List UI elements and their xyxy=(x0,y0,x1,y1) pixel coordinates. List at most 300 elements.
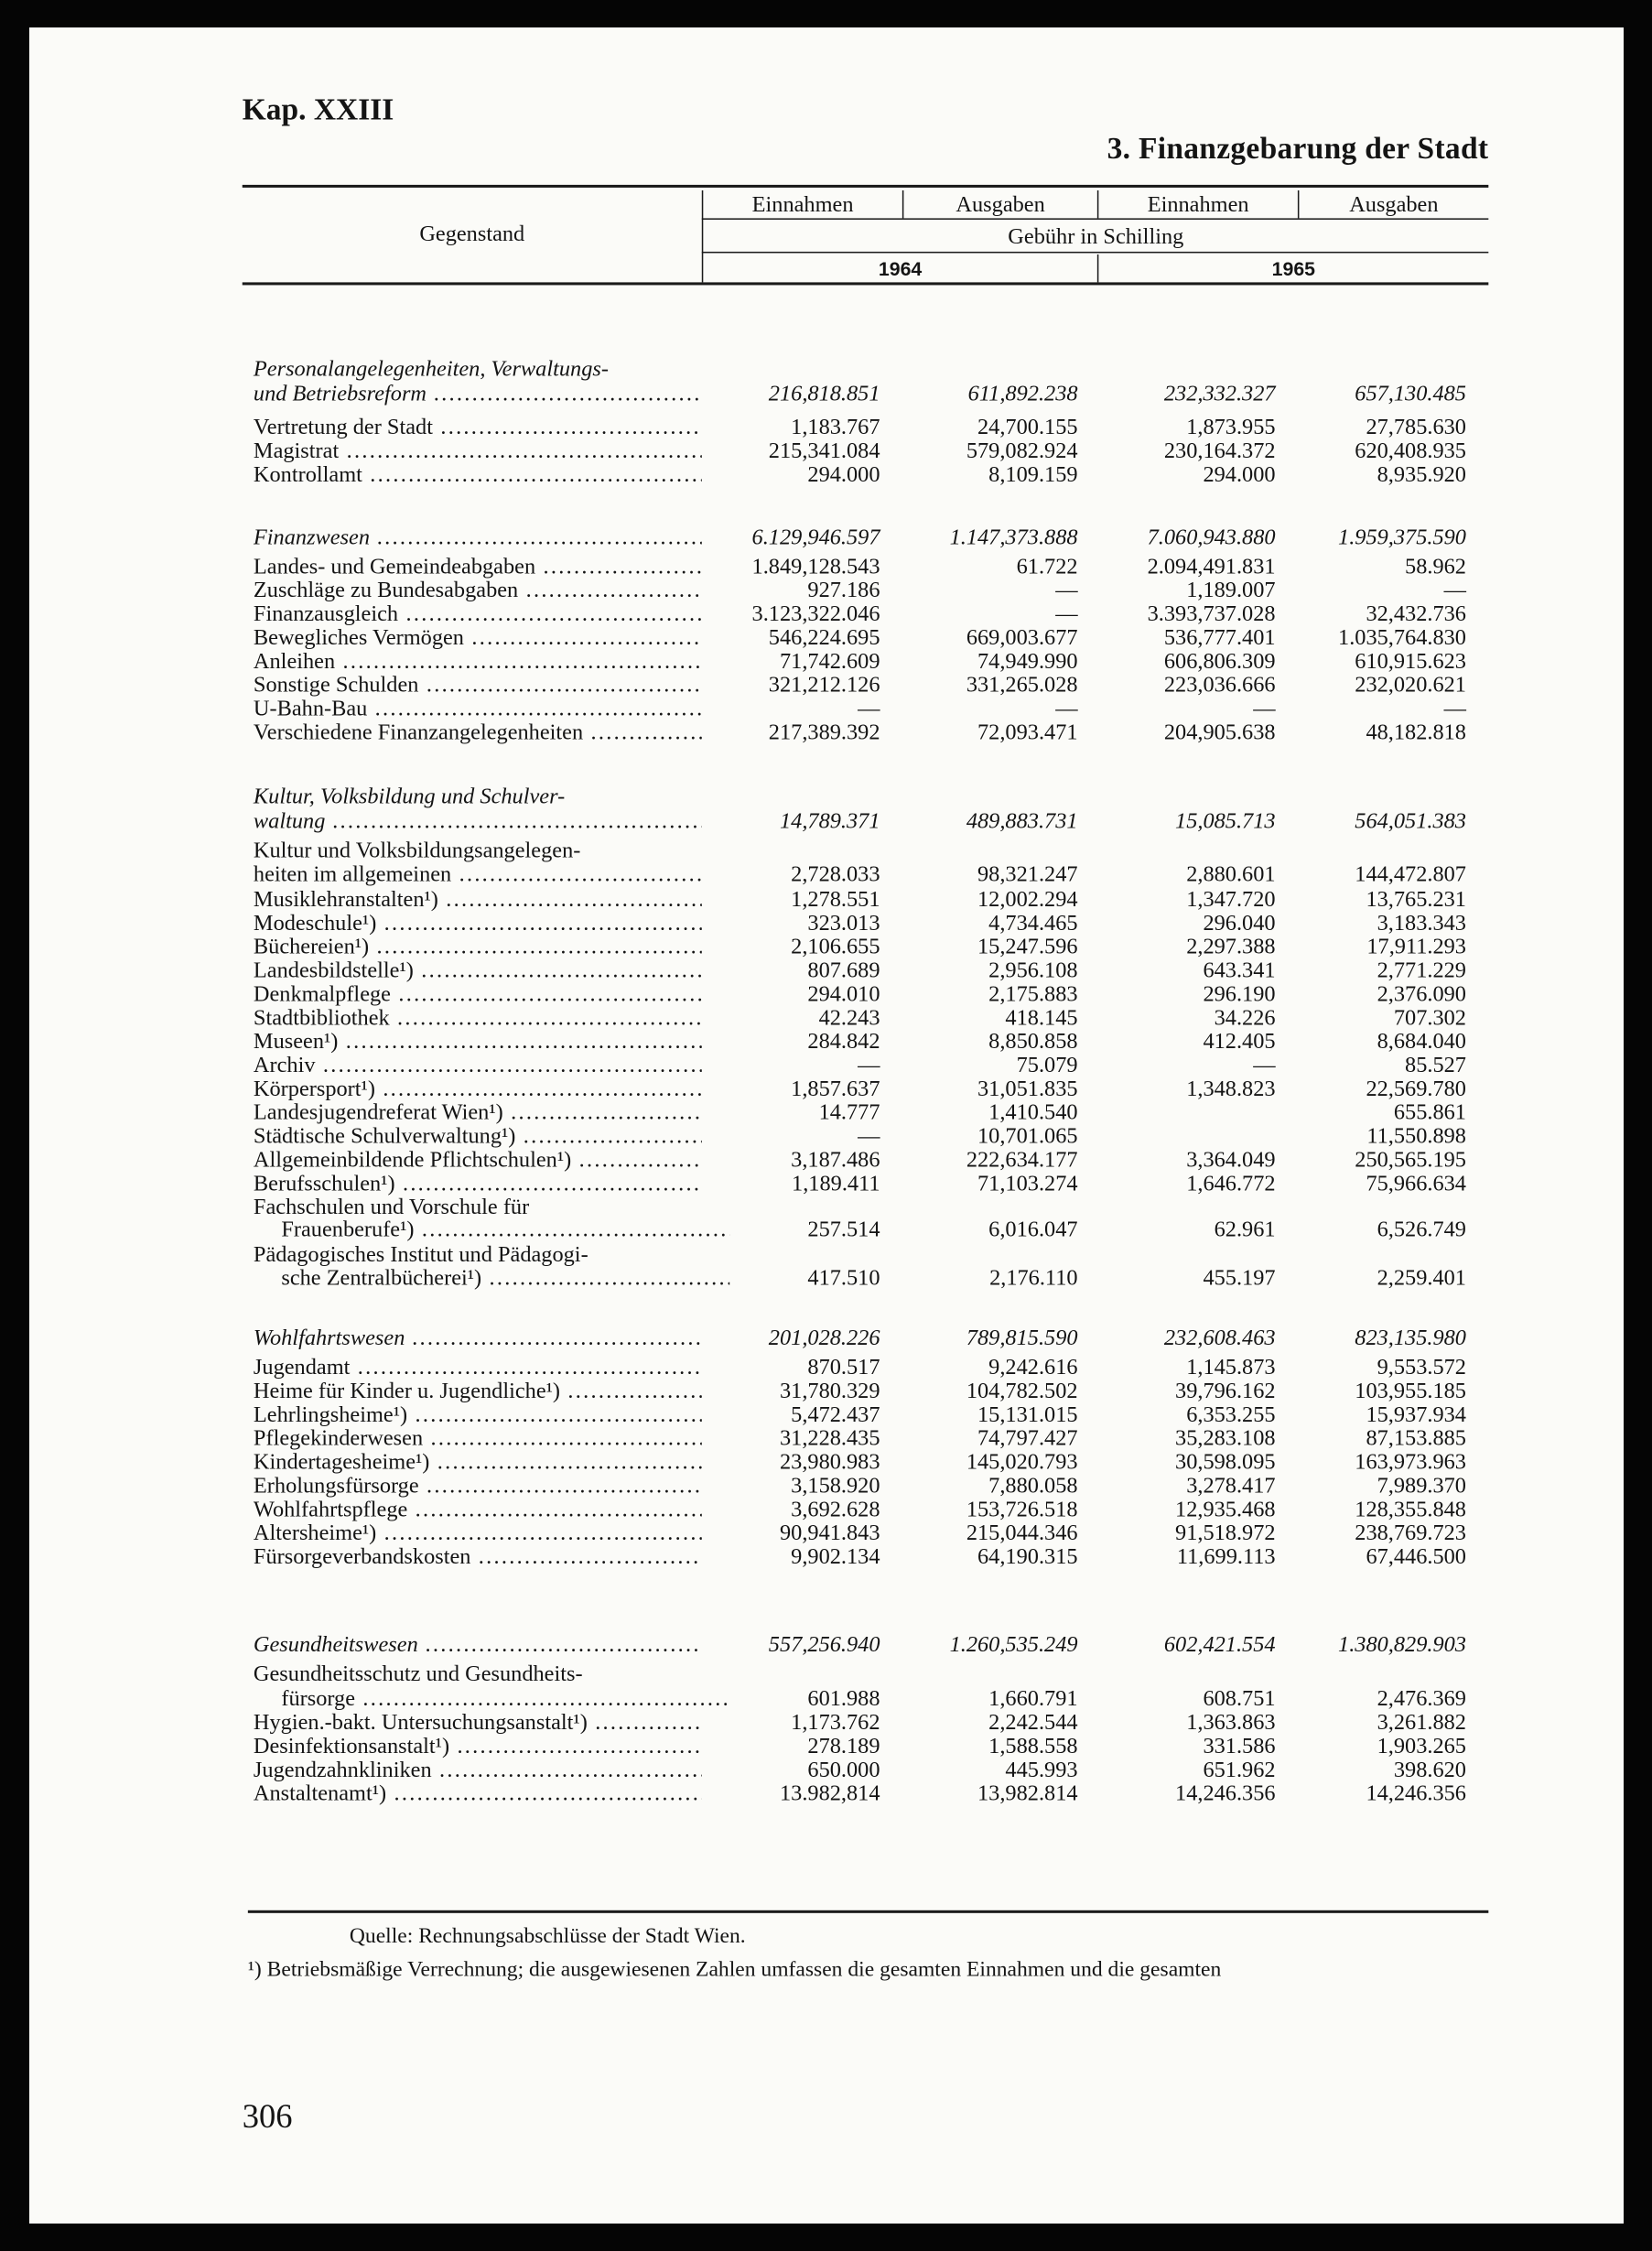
row-label: und Betriebsreform ..... xyxy=(254,383,702,406)
row-label-continued: Gesundheitsschutz und Gesundheits- xyxy=(253,1662,583,1686)
income-1964-cell: 294.000 xyxy=(807,463,880,488)
expense-1964-cell: 12,002.294 xyxy=(977,888,1078,913)
expense-1965-cell: 8,684.040 xyxy=(1377,1030,1466,1055)
row-label-continued: Kultur und Volksbildungsangelegen- xyxy=(253,839,581,863)
row-label: Anleihen ..... xyxy=(254,650,702,674)
expense-1964-cell: 10,701.065 xyxy=(977,1124,1078,1149)
table-row xyxy=(254,1735,1472,1759)
table-row xyxy=(254,439,1472,463)
income-1964-cell: 601.988 xyxy=(807,1687,880,1712)
income-1964-cell: 321,212.126 xyxy=(768,673,880,698)
row-label: sche Zentralbücherei¹) ..... xyxy=(254,1267,729,1291)
expense-1964-cell: 75.079 xyxy=(1016,1054,1078,1078)
expense-1964-cell: 72,093.471 xyxy=(977,720,1078,745)
header-year-1964: 1964 xyxy=(878,257,923,280)
row-label: Magistrat ..... xyxy=(254,439,702,463)
expense-1964-cell: 6,016.047 xyxy=(988,1217,1078,1242)
income-1965-cell: 455.197 xyxy=(1203,1266,1276,1291)
row-label: Erholungsfürsorge ..... xyxy=(254,1475,702,1499)
income-1965-cell: 39,796.162 xyxy=(1175,1380,1276,1404)
scanned-page xyxy=(29,27,1624,2224)
expense-1965-cell: 67,446.500 xyxy=(1366,1545,1466,1570)
expense-1965-cell: 2,376.090 xyxy=(1377,982,1466,1007)
income-1965-cell: 1,347.720 xyxy=(1186,888,1276,913)
income-1965-cell: 1,348.823 xyxy=(1186,1077,1276,1101)
table-row xyxy=(254,959,1472,983)
income-1965-cell: 1,189.007 xyxy=(1186,579,1276,603)
income-1965-cell: 602,421.554 xyxy=(1163,1633,1276,1657)
table-row xyxy=(254,556,1472,579)
expense-1964-cell: 2,176.110 xyxy=(989,1266,1078,1291)
row-label: Körpersport¹) ..... xyxy=(254,1077,702,1101)
income-1965-cell: 232,332.327 xyxy=(1163,382,1276,406)
expense-1965-cell: 15,937.934 xyxy=(1366,1403,1466,1427)
row-label: Finanzwesen ..... xyxy=(254,526,702,550)
row-label: Pflegekinderwesen ..... xyxy=(254,1427,702,1451)
income-1964-cell: 3,158.920 xyxy=(791,1474,880,1499)
table-row xyxy=(254,463,1472,487)
row-label: Finanzausgleich ..... xyxy=(254,602,702,626)
row-label: Anstaltenamt¹) ..... xyxy=(254,1782,702,1806)
row-label: Zuschläge zu Bundesabgaben ..... xyxy=(254,579,702,602)
row-label: Heime für Kinder u. Jugendliche¹) ..... xyxy=(254,1380,702,1403)
row-label: Jugendzahnkliniken ..... xyxy=(254,1759,702,1782)
row-label: Kindertagesheime¹) ..... xyxy=(254,1451,702,1475)
income-1964-cell: 23,980.983 xyxy=(779,1450,880,1475)
row-label: Altersheime¹) ..... xyxy=(254,1521,702,1545)
income-1965-cell: 2,880.601 xyxy=(1186,862,1276,887)
table-row xyxy=(254,1545,1472,1569)
income-1965-cell: 608.751 xyxy=(1203,1687,1276,1712)
income-1964-cell: 71,742.609 xyxy=(779,650,880,674)
table-row xyxy=(254,1380,1472,1403)
income-1965-cell: 11,699.113 xyxy=(1176,1545,1276,1570)
income-1964-cell: 1,189.411 xyxy=(792,1172,880,1196)
expense-1965-cell: 128,355.848 xyxy=(1355,1498,1466,1522)
income-1965-cell: 2.094,491.831 xyxy=(1147,555,1276,579)
income-1965-cell: 35,283.108 xyxy=(1175,1426,1276,1451)
income-1964-cell: 6.129,946.597 xyxy=(751,525,880,550)
expense-1964-cell: 71,103.274 xyxy=(977,1172,1078,1196)
income-1965-cell: 296.040 xyxy=(1203,912,1276,936)
expense-1965-cell: 163,973.963 xyxy=(1355,1450,1466,1475)
expense-1964-cell: 1.260,535.249 xyxy=(949,1633,1078,1657)
section-total-row xyxy=(254,526,1472,550)
income-1965-cell: 6,353.255 xyxy=(1186,1403,1276,1427)
expense-1965-cell: 13,765.231 xyxy=(1366,888,1466,913)
expense-1965-cell: 11,550.898 xyxy=(1366,1124,1466,1149)
row-label: Sonstige Schulden ..... xyxy=(254,674,702,698)
income-1965-cell: — xyxy=(1253,697,1276,721)
row-label-continued: Fachschulen und Vorschule für xyxy=(253,1196,530,1220)
expense-1964-cell: 789,815.590 xyxy=(966,1326,1078,1351)
expense-1964-cell: 1,660.791 xyxy=(988,1687,1078,1712)
income-1965-cell: 230,164.372 xyxy=(1163,439,1276,464)
table-row xyxy=(254,1782,1472,1806)
row-label: Verschiedene Finanzangelegenheiten ..... xyxy=(254,721,702,745)
table-row xyxy=(254,698,1472,721)
row-label-continued: Kultur, Volksbildung und Schulver- xyxy=(253,785,566,809)
income-1965-cell: 2,297.388 xyxy=(1186,935,1276,959)
header-unit: Gebühr in Schilling xyxy=(1008,225,1184,249)
income-1964-cell: 3,692.628 xyxy=(791,1498,880,1522)
row-label: waltung ..... xyxy=(254,810,702,834)
table-row xyxy=(254,602,1472,626)
income-1964-cell: 257.514 xyxy=(807,1217,880,1242)
expense-1964-cell: 4,734.465 xyxy=(988,912,1078,936)
expense-1964-cell: 1,588.558 xyxy=(988,1735,1078,1759)
expense-1964-cell: 64,190.315 xyxy=(977,1545,1078,1570)
page-content xyxy=(29,27,1624,2208)
expense-1965-cell: 1,903.265 xyxy=(1377,1735,1466,1759)
expense-1964-cell: 331,265.028 xyxy=(966,673,1078,698)
expense-1964-cell: 74,949.990 xyxy=(977,650,1078,674)
table-row xyxy=(254,1427,1472,1451)
expense-1964-cell: 1.147,373.888 xyxy=(949,525,1078,550)
expense-1964-cell: 7,880.058 xyxy=(988,1474,1078,1499)
expense-1964-cell: 611,892.238 xyxy=(967,382,1078,406)
income-1965-cell: 1,145.873 xyxy=(1186,1356,1276,1380)
expense-1965-cell: 2,476.369 xyxy=(1377,1687,1466,1712)
expense-1965-cell: 238,769.723 xyxy=(1355,1521,1466,1546)
income-1964-cell: 417.510 xyxy=(807,1266,880,1291)
income-1964-cell: 31,228.435 xyxy=(779,1426,880,1451)
expense-1964-cell: 215,044.346 xyxy=(966,1521,1078,1546)
table-row xyxy=(254,1077,1472,1101)
row-label: Wohlfahrtspflege ..... xyxy=(254,1498,702,1521)
income-1964-cell: 14,789.371 xyxy=(779,809,880,834)
row-label-continued: Pädagogisches Institut und Pädagogi- xyxy=(253,1243,588,1267)
income-1964-cell: 1.849,128.543 xyxy=(751,555,880,579)
header-income-1964: Einnahmen xyxy=(751,193,854,217)
income-1964-cell: 1,183.767 xyxy=(791,416,880,440)
expense-1964-cell: 489,883.731 xyxy=(966,809,1078,834)
row-label: fürsorge ..... xyxy=(254,1687,729,1711)
table-row xyxy=(254,1149,1472,1173)
table-row xyxy=(254,1521,1472,1545)
section-total-row xyxy=(254,1326,1472,1350)
expense-1965-cell: 22,569.780 xyxy=(1366,1077,1466,1101)
income-1965-cell: 294.000 xyxy=(1203,463,1276,488)
row-label: Frauenberufe¹) ..... xyxy=(254,1218,729,1242)
expense-1964-cell: 153,726.518 xyxy=(966,1498,1078,1522)
row-label: heiten im allgemeinen ..... xyxy=(254,863,702,887)
row-label: Berufsschulen¹) ..... xyxy=(254,1173,702,1196)
table-row xyxy=(254,888,1472,912)
expense-1964-cell: 2,175.883 xyxy=(988,982,1078,1007)
expense-1965-cell: 232,020.621 xyxy=(1355,673,1466,698)
income-1965-cell: 412.405 xyxy=(1203,1030,1276,1055)
income-1964-cell: 2,728.033 xyxy=(791,862,880,887)
expense-1965-cell: 250,565.195 xyxy=(1355,1148,1466,1173)
row-label: Musiklehranstalten¹) ..... xyxy=(254,888,702,912)
income-1965-cell: 14,246.356 xyxy=(1175,1781,1276,1806)
expense-1965-cell: 564,051.383 xyxy=(1355,809,1466,834)
table-row xyxy=(254,1356,1472,1380)
expense-1965-cell: 620,408.935 xyxy=(1355,439,1466,464)
row-label: Denkmalpflege ..... xyxy=(254,983,702,1007)
expense-1964-cell: — xyxy=(1055,697,1078,721)
row-label: Lehrlingsheime¹) ..... xyxy=(254,1403,702,1427)
table-row xyxy=(254,1759,1472,1782)
row-label: Landesbildstelle¹) ..... xyxy=(254,959,702,983)
expense-1964-cell: 8,850.858 xyxy=(988,1030,1078,1055)
income-1965-cell: 536,777.401 xyxy=(1163,626,1276,651)
income-1965-cell: 331.586 xyxy=(1203,1735,1276,1759)
expense-1964-cell: 61.722 xyxy=(1016,555,1078,579)
expense-1965-cell: 1.035,764.830 xyxy=(1338,626,1466,651)
table-row xyxy=(254,674,1472,698)
chapter-heading: Kap. XXIII xyxy=(242,91,394,127)
income-1964-cell: 215,341.084 xyxy=(768,439,880,464)
footnote: ¹) Betriebsmäßige Verrechnung; die ausgewiesenen Zahlen umfassen die gesamten Einnahmen und die gesamten xyxy=(247,1957,1222,1982)
row-label: Landesjugendreferat Wien¹) ..... xyxy=(254,1101,702,1125)
table-row xyxy=(254,626,1472,650)
expense-1964-cell: 669,003.677 xyxy=(966,626,1078,651)
income-1965-cell: 1,363.863 xyxy=(1186,1711,1276,1736)
expense-1965-cell: 8,935.920 xyxy=(1377,463,1466,488)
table-row xyxy=(254,1267,1472,1291)
section-total-row xyxy=(254,1633,1472,1657)
footer-rule xyxy=(248,1910,1488,1913)
expense-1964-cell: 445.993 xyxy=(1005,1758,1078,1782)
row-label: Allgemeinbildende Pflichtschulen¹) ..... xyxy=(254,1149,702,1173)
income-1965-cell: 204,905.638 xyxy=(1163,720,1276,745)
expense-1965-cell: 2,259.401 xyxy=(1377,1266,1466,1291)
expense-1965-cell: 1.959,375.590 xyxy=(1338,525,1466,550)
row-label: Gesundheitswesen ..... xyxy=(254,1633,702,1657)
header-income-1965: Einnahmen xyxy=(1147,193,1249,217)
table-row xyxy=(254,721,1472,745)
expense-1964-cell: 2,242.544 xyxy=(988,1711,1078,1736)
income-1964-cell: 807.689 xyxy=(807,958,880,983)
income-1964-cell: 217,389.392 xyxy=(768,720,880,745)
expense-1964-cell: 31,051.835 xyxy=(977,1077,1078,1101)
row-label: Modeschule¹) ..... xyxy=(254,912,702,936)
expense-1964-cell: 9,242.616 xyxy=(988,1356,1078,1380)
row-label: Bewegliches Vermögen ..... xyxy=(254,626,702,650)
expense-1964-cell: 418.145 xyxy=(1005,1006,1078,1031)
table-row xyxy=(254,983,1472,1007)
expense-1965-cell: 398.620 xyxy=(1393,1758,1466,1782)
table-row xyxy=(254,1101,1472,1125)
expense-1964-cell: 15,247.596 xyxy=(977,935,1078,959)
expense-1965-cell: 32,432.736 xyxy=(1366,602,1466,627)
expense-1964-cell: — xyxy=(1055,579,1078,603)
table-row xyxy=(254,1125,1472,1149)
income-1965-cell: 651.962 xyxy=(1203,1758,1276,1782)
expense-1965-cell: 610,915.623 xyxy=(1355,650,1466,674)
income-1964-cell: 278.189 xyxy=(807,1735,880,1759)
income-1965-cell: 643.341 xyxy=(1203,958,1276,983)
income-1964-cell: 9,902.134 xyxy=(791,1545,880,1570)
expense-1965-cell: 58.962 xyxy=(1405,555,1466,579)
expense-1964-cell: 104,782.502 xyxy=(966,1380,1078,1404)
table-row xyxy=(254,1006,1472,1030)
income-1964-cell: 650.000 xyxy=(807,1758,880,1782)
income-1964-cell: 3,187.486 xyxy=(791,1148,880,1173)
expense-1965-cell: 823,135.980 xyxy=(1355,1326,1466,1351)
expense-1965-cell: 27,785.630 xyxy=(1366,416,1466,440)
row-label-continued: Personalangelegenheiten, Verwaltungs- xyxy=(253,357,609,382)
income-1965-cell: 30,598.095 xyxy=(1175,1450,1276,1475)
table-top-rule xyxy=(243,185,1489,188)
income-1964-cell: 870.517 xyxy=(807,1356,880,1380)
income-1964-cell: 3.123,322.046 xyxy=(751,602,880,627)
income-1965-cell: 91,518.972 xyxy=(1175,1521,1276,1546)
expense-1965-cell: 707.302 xyxy=(1393,1006,1466,1031)
income-1965-cell: 1,873.955 xyxy=(1186,416,1276,440)
income-1965-cell: 3.393,737.028 xyxy=(1147,602,1276,627)
expense-1965-cell: 2,771.229 xyxy=(1377,958,1466,983)
income-1964-cell: 42.243 xyxy=(818,1006,880,1031)
row-label: Stadtbibliothek ..... xyxy=(254,1006,702,1030)
row-label: U-Bahn-Bau ..... xyxy=(254,698,702,721)
table-row xyxy=(254,1054,1472,1077)
income-1964-cell: 216,818.851 xyxy=(768,382,880,406)
expense-1965-cell: 3,183.343 xyxy=(1377,912,1466,936)
income-1964-cell: 294.010 xyxy=(807,982,880,1007)
expense-1965-cell: — xyxy=(1443,697,1466,721)
expense-1964-cell: 1,410.540 xyxy=(988,1100,1078,1125)
income-1964-cell: 14.777 xyxy=(818,1100,880,1125)
expense-1965-cell: 48,182.818 xyxy=(1366,720,1466,745)
page-number: 306 xyxy=(242,2099,293,2137)
expense-1965-cell: 1.380,829.903 xyxy=(1338,1633,1466,1657)
income-1964-cell: — xyxy=(858,1124,880,1149)
table-row xyxy=(254,1173,1472,1196)
expense-1965-cell: 9,553.572 xyxy=(1377,1356,1466,1380)
expense-1964-cell: 579,082.924 xyxy=(966,439,1078,464)
expense-1964-cell: 24,700.155 xyxy=(977,416,1078,440)
expense-1965-cell: 7,989.370 xyxy=(1377,1474,1466,1499)
income-1964-cell: 5,472.437 xyxy=(791,1403,880,1427)
expense-1964-cell: 13,982.814 xyxy=(977,1781,1078,1806)
expense-1965-cell: 14,246.356 xyxy=(1366,1781,1466,1806)
income-1965-cell: 7.060,943.880 xyxy=(1147,525,1276,550)
income-1965-cell: 296.190 xyxy=(1203,982,1276,1007)
expense-1965-cell: 3,261.882 xyxy=(1377,1711,1466,1736)
header-year-1965: 1965 xyxy=(1271,257,1316,280)
row-label: Archiv ..... xyxy=(254,1054,702,1077)
expense-1965-cell: 17,911.293 xyxy=(1366,935,1466,959)
expense-1964-cell: — xyxy=(1055,602,1078,627)
row-label: Landes- und Gemeindeabgaben ..... xyxy=(254,556,702,579)
row-label: Fürsorgeverbandskosten ..... xyxy=(254,1545,702,1569)
table-row xyxy=(254,936,1472,959)
income-1965-cell: 232,608.463 xyxy=(1163,1326,1276,1351)
header-divider-1 xyxy=(702,218,1489,220)
row-label: Büchereien¹) ..... xyxy=(254,936,702,959)
header-expense-1964: Ausgaben xyxy=(956,193,1045,217)
table-row xyxy=(254,1498,1472,1521)
expense-1965-cell: 657,130.485 xyxy=(1355,382,1466,406)
income-1965-cell: 606,806.309 xyxy=(1163,650,1276,674)
table-row xyxy=(254,650,1472,674)
table-row xyxy=(254,1687,1472,1711)
row-label: Museen¹) ..... xyxy=(254,1030,702,1054)
expense-1965-cell: 655.861 xyxy=(1393,1100,1466,1125)
header-subject: Gegenstand xyxy=(419,222,525,246)
income-1964-cell: 1,857.637 xyxy=(791,1077,880,1101)
source-note: Quelle: Rechnungsabschlüsse der Stadt Wien. xyxy=(349,1924,746,1948)
header-expense-1965: Ausgaben xyxy=(1349,193,1439,217)
expense-1965-cell: 144,472.807 xyxy=(1355,862,1466,887)
expense-1964-cell: 2,956.108 xyxy=(988,958,1078,983)
row-label: Städtische Schulverwaltung¹) ..... xyxy=(254,1125,702,1149)
income-1964-cell: 284.842 xyxy=(807,1030,880,1055)
row-label: Hygien.-bakt. Untersuchungsanstalt¹) ..... xyxy=(254,1711,702,1735)
expense-1964-cell: 98,321.247 xyxy=(977,862,1078,887)
income-1964-cell: 90,941.843 xyxy=(779,1521,880,1546)
row-label: Jugendamt ..... xyxy=(254,1356,702,1380)
table-row xyxy=(254,1711,1472,1735)
expense-1965-cell: 6,526.749 xyxy=(1377,1217,1466,1242)
header-bottom-rule xyxy=(243,282,1489,285)
table-row xyxy=(254,1218,1472,1242)
table-row xyxy=(254,1475,1472,1499)
expense-1964-cell: 74,797.427 xyxy=(977,1426,1078,1451)
row-label: Wohlfahrtswesen ..... xyxy=(254,1326,702,1350)
income-1964-cell: 1,278.551 xyxy=(791,888,880,913)
income-1964-cell: 927.186 xyxy=(807,579,880,603)
income-1964-cell: 31,780.329 xyxy=(779,1380,880,1404)
table-row xyxy=(254,1403,1472,1427)
expense-1965-cell: 75,966.634 xyxy=(1366,1172,1466,1196)
section-title: 3. Finanzgebarung der Stadt xyxy=(1107,130,1489,166)
row-label: Vertretung der Stadt ..... xyxy=(254,416,702,439)
income-1965-cell: 62.961 xyxy=(1214,1217,1276,1242)
income-1965-cell: 34.226 xyxy=(1214,1006,1276,1031)
income-1964-cell: 557,256.940 xyxy=(768,1633,880,1657)
expense-1964-cell: 145,020.793 xyxy=(966,1450,1078,1475)
expense-1965-cell: — xyxy=(1443,579,1466,603)
income-1964-cell: 201,028.226 xyxy=(768,1326,880,1351)
expense-1965-cell: 103,955.185 xyxy=(1355,1380,1466,1404)
income-1964-cell: 2,106.655 xyxy=(791,935,880,959)
income-1965-cell: 3,364.049 xyxy=(1186,1148,1276,1173)
row-label: Desinfektionsanstalt¹) ..... xyxy=(254,1735,702,1759)
income-1965-cell: — xyxy=(1253,1054,1276,1078)
table-row xyxy=(254,1451,1472,1475)
income-1965-cell: 1,646.772 xyxy=(1186,1172,1276,1196)
section-total-row xyxy=(254,383,1472,406)
expense-1964-cell: 222,634.177 xyxy=(966,1148,1078,1173)
expense-1964-cell: 15,131.015 xyxy=(977,1403,1078,1427)
income-1964-cell: 1,173.762 xyxy=(791,1711,880,1736)
expense-1965-cell: 85.527 xyxy=(1405,1054,1466,1078)
income-1965-cell: 15,085.713 xyxy=(1175,809,1276,834)
section-total-row xyxy=(254,810,1472,834)
expense-1965-cell: 87,153.885 xyxy=(1366,1426,1466,1451)
row-label: Kontrollamt ..... xyxy=(254,463,702,487)
header-divider-2 xyxy=(702,252,1489,254)
table-row xyxy=(254,863,1472,887)
table-row xyxy=(254,416,1472,439)
income-1965-cell: 12,935.468 xyxy=(1175,1498,1276,1522)
income-1964-cell: 323.013 xyxy=(807,912,880,936)
income-1964-cell: 546,224.695 xyxy=(768,626,880,651)
income-1964-cell: — xyxy=(858,1054,880,1078)
table-row xyxy=(254,912,1472,936)
expense-1964-cell: 8,109.159 xyxy=(988,463,1078,488)
income-1964-cell: 13.982,814 xyxy=(779,1781,880,1806)
income-1965-cell: 223,036.666 xyxy=(1163,673,1276,698)
income-1964-cell: — xyxy=(858,697,880,721)
table-row xyxy=(254,579,1472,602)
table-row xyxy=(254,1030,1472,1054)
income-1965-cell: 3,278.417 xyxy=(1186,1474,1276,1499)
